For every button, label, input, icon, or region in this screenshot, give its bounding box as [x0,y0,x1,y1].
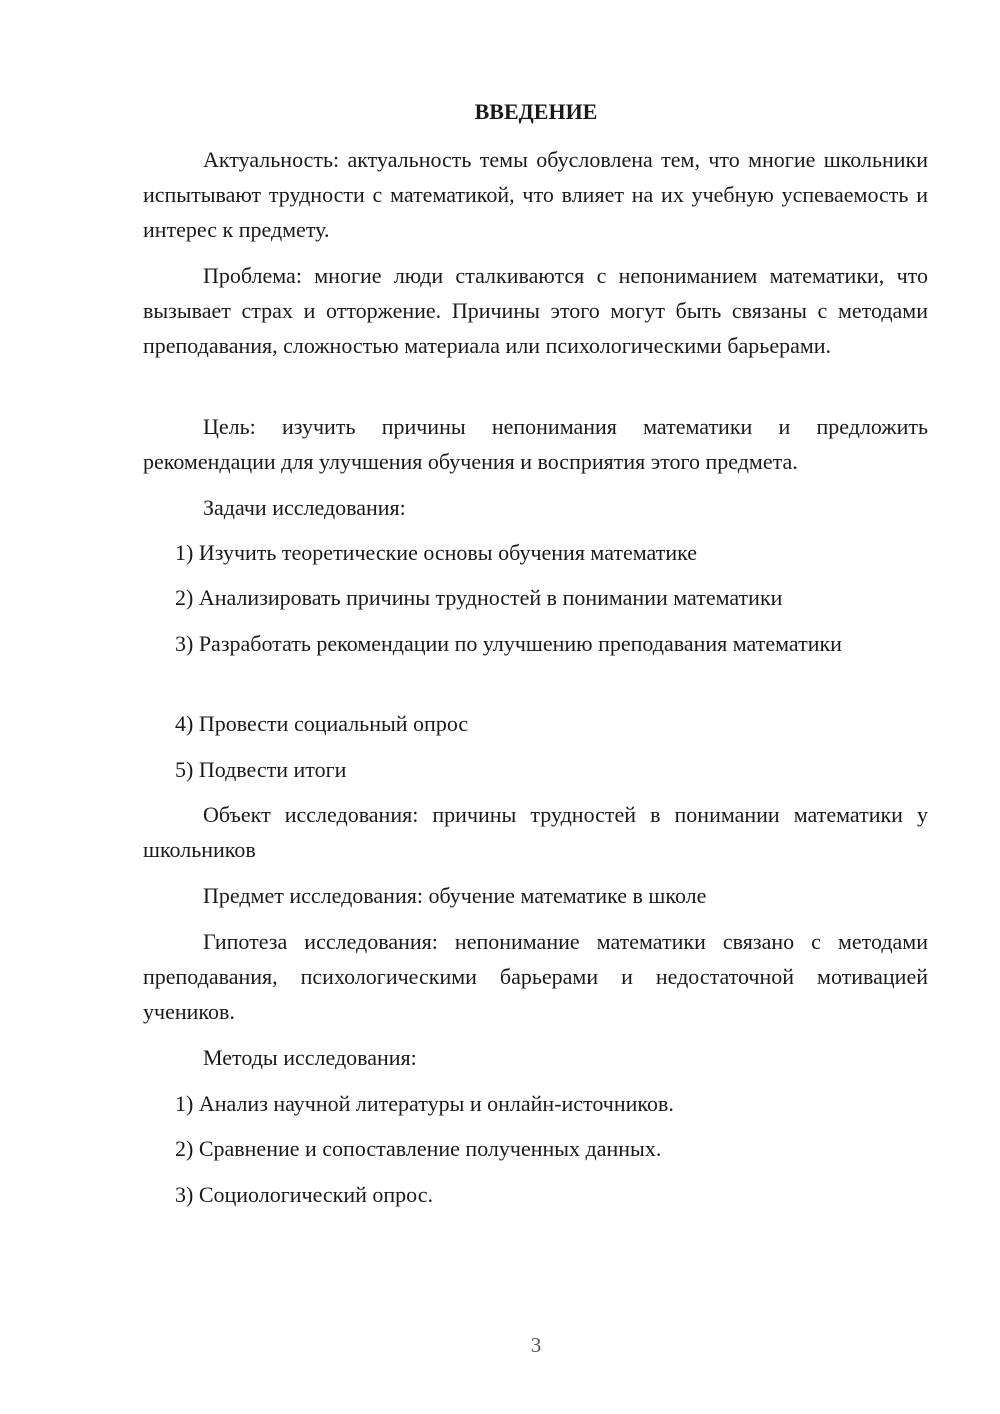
task-item: 5) Подвести итоги [175,757,347,782]
task-item: 2) Анализировать причины трудностей в понимании математики [175,585,783,610]
tasks-title: Задачи исследования: [203,495,406,520]
section-heading: ВВЕДЕНИЕ [474,99,598,124]
object-paragraph: Объект исследования: причины трудностей в понимании математики у школьников [143,802,928,862]
subject-paragraph: Предмет исследования: обучение математике в школе [203,883,707,908]
problem-paragraph: Проблема: многие люди сталкиваются с непониманием математики, что вызывает страх и отторжение. Причины этого могут быть связаны с методами преподавания, сложностью материала или психологическими барьерами. [143,263,928,358]
page-number: 3 [530,1333,542,1357]
hypothesis-paragraph: Гипотеза исследования: непонимание математики связано с методами преподавания, психологическими барьерами и недостаточной мотивацией учеников. [143,929,928,1024]
method-item: 2) Сравнение и сопоставление полученных данных. [175,1136,662,1161]
method-item: 3) Социологический опрос. [175,1182,433,1207]
goal-paragraph: Цель: изучить причины непонимания математики и предложить рекомендации для улучшения обучения и восприятия этого предмета. [143,414,928,474]
method-item: 1) Анализ научной литературы и онлайн-источников. [175,1091,674,1116]
task-item: 3) Разработать рекомендации по улучшению преподавания математики [175,631,842,656]
task-item: 1) Изучить теоретические основы обучения математике [175,540,698,565]
task-item: 4) Провести социальный опрос [175,711,469,736]
methods-title: Методы исследования: [203,1045,417,1070]
relevance-paragraph: Актуальность: актуальность темы обусловлена тем, что многие школьники испытывают трудности с математикой, что влияет на их учебную успеваемость и интерес к предмету. [143,147,928,242]
